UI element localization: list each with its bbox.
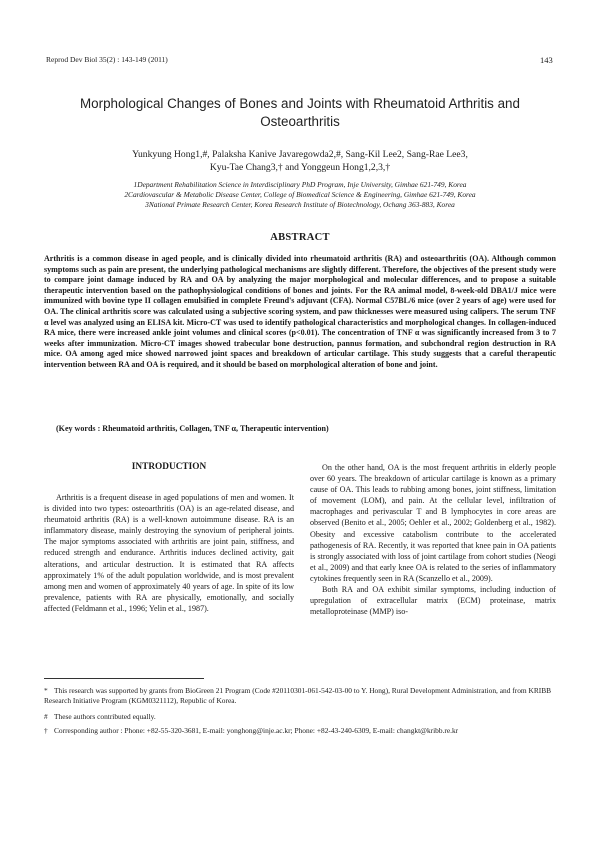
- intro-left-column: [44, 492, 294, 614]
- footnote-equal-text: These authors contributed equally.: [54, 712, 156, 721]
- abstract-heading: ABSTRACT: [270, 232, 330, 243]
- footnote-funding-text: This research was supported by grants from BioGreen 21 Program (Code #20110301-061-542-03-00 to Y. Hong), Rural Development Administration, and from KRIBB Research Initiative Program (KGM0321112), Republic of Korea.: [44, 686, 552, 706]
- intro-right-column: [310, 462, 556, 617]
- authors-line-2: Kyu-Tae Chang3,† and Yonggeun Hong1,2,3,†: [209, 162, 391, 173]
- keywords: (Key words : Rheumatoid arthritis, Collagen, TNF α, Therapeutic intervention): [56, 424, 329, 433]
- authors-line-1: Yunkyung Hong1,#, Palaksha Kanive Javaregowda2,#, Sang-Kil Lee2, Sang-Rae Lee3,: [132, 149, 468, 160]
- abstract-text: Arthritis is a common disease in aged people, and is clinically divided into rheumatoid arthritis (RA) and osteoarthritis (OA). Although common symptoms such as pain are present, the underlying pathological mechanisms are slightly different. Therefore, the objectives of the present study were to compare joint damage induced by RA and OA by analyzing the major morphological and molecular differences, and to propose a suitable therapeutic intervention based on the pathophysiological conditions of bones and joints. For the RA animal model, 8-week-old DBA1/J mice were immunized with bovine type II collagen emulsified in complete Freund's adjuvant (CFA). Normal C57BL/6 mice (over 2 years of age) were used for OA. The clinical arthritis score was calculated using a subjective scoring system, and paw thicknesses were measured using calipers. The serum TNF α level was analyzed using an ELISA kit. Micro-CT was used to identify pathological characteristics and morphological changes. In collagen-induced RA mice, there were increased ankle joint volumes and clinical scores (p<0.01). The concentration of TNF α was significantly increased from 3 to 7 weeks after immunization. Micro-CT images showed trabecular bone destruction, pannus formation, and subchondral region destruction in RA mice. OA among aged mice showed narrowed joint spaces and breakdown of articular cartilage. This study suggests that a careful therapeutic intervention between RA and OA is required, and it should be based on morphological alteration of bone and joint.: [44, 254, 556, 369]
- journal-citation: Reprod Dev Biol 35(2) : 143-149 (2011): [46, 55, 168, 64]
- footnote-symbol-hash: #: [44, 712, 48, 721]
- paper-title: Morphological Changes of Bones and Joints with Rheumatoid Arthritis and Osteoarthritis: [80, 96, 520, 129]
- footnote-divider: [44, 678, 204, 679]
- footnote-symbol-dagger: †: [44, 726, 48, 735]
- intro-paragraph-1: Arthritis is a frequent disease in aged populations of men and women. It is divided into two types: osteoarthritis (OA) is an age-related disease, and rheumatoid arthritis (RA) is a well-known autoimmune disease. RA is an inflammatory disease, mainly destroying the synovium of peripheral joints. The major symptoms associated with arthritis are joint pain, stiffness, and reduced strength and endurance. Arthritis induces declined activity, gait alterations, and articular destruction. It is estimated that RA affects approximately 1% of the adult population worldwide, and is most prevalent among men and women of approximately 40 years of age. In spite of its low prevalence, patients with RA are physically, emotionally, and socially affected (Feldmann et al., 1996; Yelin et al., 1987).: [44, 493, 294, 613]
- footnote-corresponding: [44, 726, 556, 736]
- affiliations: [60, 180, 540, 211]
- footnote-funding: [44, 686, 556, 707]
- intro-paragraph-3: Both RA and OA exhibit similar symptoms, including induction of upregulation of extracellular matrix (ECM) proteinase, matrix metalloproteinase (MMP) iso-: [310, 585, 556, 617]
- page-number: 143: [540, 55, 553, 65]
- affiliation-3: 3National Primate Research Center, Korea Research Institute of Biotechnology, Ochang 363-883, Korea: [145, 200, 455, 210]
- affiliation-2: 2Cardiovascular & Metabolic Disease Center, College of Biomedical Science & Engineering, Gimhae 621-749, Korea: [124, 190, 476, 200]
- footnote-symbol-asterisk: *: [44, 686, 48, 695]
- footnote-equal-contribution: [44, 712, 556, 722]
- affiliation-1: 1Department Rehabilitation Science in Interdisciplinary PhD Program, Inje University, Gimhae 621-749, Korea: [133, 180, 467, 189]
- author-list: [60, 148, 540, 174]
- introduction-heading: INTRODUCTION: [131, 462, 207, 472]
- footnote-corresponding-text: Corresponding author : Phone: +82-55-320-3681, E-mail: yonghong@inje.ac.kr; Phone: +82-43-240-6309, E-mail: changkt@kribb.re.kr: [54, 726, 459, 735]
- intro-paragraph-2: On the other hand, OA is the most frequent arthritis in elderly people over 60 years. The breakdown of articular cartilage is known as a primary cause of OA. This leads to rubbing among bones, joint stiffness, limitation of movement (LOM), and pain. At the cellular level, infiltration of macrophages and perivascular T and B lymphocytes in core areas are observed (Benito et al., 2005; Oehler et al., 2002; Goldenberg et al., 1982). Obesity and excessive catabolism contribute to the accelerated pathogenesis of RA. Recently, it was reported that knee pain in OA patients is strongly associated with loss of joint cartilage from cohort studies (Neogi et al., 2009) and that early knee OA is related to the series of inflammatory cytokines frequently seen in RA (Scanzello et al., 2009).: [310, 463, 556, 583]
